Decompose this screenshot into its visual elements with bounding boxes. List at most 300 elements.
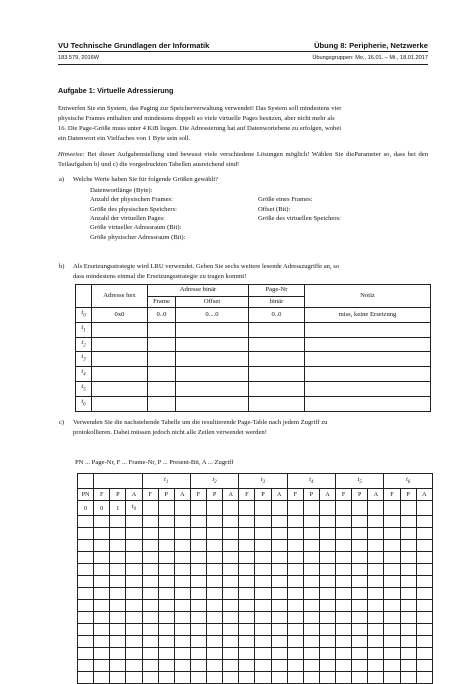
empty-cell <box>384 501 400 516</box>
time-cell <box>76 352 92 367</box>
frame-cell <box>148 337 176 352</box>
note-cell <box>305 367 431 382</box>
empty-cell <box>78 576 94 588</box>
empty-cell <box>126 564 142 576</box>
empty-cell <box>384 588 400 600</box>
empty-cell <box>190 600 206 612</box>
column-header: F <box>239 489 255 501</box>
empty-cell <box>142 501 158 516</box>
empty-cell <box>271 564 287 576</box>
page-cell <box>249 396 305 411</box>
table-row <box>78 624 433 636</box>
empty-cell <box>110 564 126 576</box>
empty-cell <box>303 552 319 564</box>
lru-access-table <box>75 284 431 412</box>
empty-cell <box>271 672 287 684</box>
part-a-marker: a) <box>59 176 65 183</box>
empty-cell <box>94 612 110 624</box>
empty-cell <box>126 552 142 564</box>
note-cell <box>305 337 431 352</box>
empty-cell <box>336 612 352 624</box>
empty-cell <box>190 516 206 528</box>
empty-cell <box>239 600 255 612</box>
table-row <box>78 612 433 624</box>
hint-text: Bei dieser Aufgabenstellung sind bewusst viele verschiedene Lösungen möglich! Wählen Sie dieParameter so, dass bei den Teilaufgaben b) und c) die vorgedruckten Tabellen ausreichend sind! <box>58 151 428 168</box>
empty-cell <box>271 516 287 528</box>
offset-cell: 0....0 <box>176 308 249 323</box>
empty-cell <box>158 516 174 528</box>
empty-cell <box>400 624 416 636</box>
empty-cell <box>190 576 206 588</box>
empty-cell <box>287 564 303 576</box>
empty-cell <box>287 516 303 528</box>
empty-cell <box>400 552 416 564</box>
hex-header: Adresse hex <box>92 285 148 308</box>
offset-cell <box>176 367 249 382</box>
empty-cell <box>271 660 287 672</box>
empty-cell <box>352 672 368 684</box>
task-title: Aufgabe 1: Virtuelle Adressierung <box>58 86 174 95</box>
empty-cell <box>336 672 352 684</box>
empty-cell <box>223 564 239 576</box>
empty-cell <box>287 588 303 600</box>
part-c-question <box>59 418 428 438</box>
empty-cell <box>239 672 255 684</box>
empty-cell <box>174 624 190 636</box>
empty-cell <box>158 552 174 564</box>
empty-cell <box>190 501 206 516</box>
empty-cell <box>271 576 287 588</box>
answer-field-label: Größe virtueller Adressraum (Bit): <box>90 224 182 232</box>
intro-line: physische Frames enthalten und mindestens doppelt so viele virtuelle Pages besitzen, aber nicht mehr als <box>58 114 335 122</box>
answer-field-label: Größe des physischen Speichers: <box>90 205 177 213</box>
intro-line: ein Datenwort ein Vielfaches von 1 Byte sein soll. <box>58 134 191 142</box>
empty-cell <box>271 528 287 540</box>
table-row <box>78 540 433 552</box>
empty-cell <box>303 564 319 576</box>
empty-cell <box>319 636 335 648</box>
page-cell <box>249 337 305 352</box>
empty-cell <box>223 636 239 648</box>
empty-cell <box>174 612 190 624</box>
time-group-header <box>190 474 238 489</box>
time-label: $t_6$ <box>406 476 411 486</box>
empty-cell <box>416 648 432 660</box>
empty-cell <box>255 501 271 516</box>
empty-cell <box>223 540 239 552</box>
empty-cell <box>400 501 416 516</box>
part-c-line: Verwenden Sie die nachstehende Tabelle um die resultierende Page-Table nach jedem Zugriff zu <box>73 419 328 426</box>
table-row <box>78 660 433 672</box>
empty-cell <box>303 660 319 672</box>
empty-cell <box>239 528 255 540</box>
empty-cell <box>271 540 287 552</box>
page-cell <box>249 352 305 367</box>
empty-cell <box>368 576 384 588</box>
empty-cell <box>158 576 174 588</box>
empty-cell <box>336 588 352 600</box>
empty-cell <box>368 636 384 648</box>
empty-cell <box>207 636 223 648</box>
page-nr-header: Page-Nr <box>249 285 305 297</box>
empty-cell <box>368 501 384 516</box>
empty-cell <box>126 648 142 660</box>
empty-cell <box>352 501 368 516</box>
empty-cell <box>142 660 158 672</box>
frame-cell <box>148 382 176 397</box>
time-label: $t_6$ <box>81 397 86 408</box>
empty-cell <box>303 528 319 540</box>
column-header: A <box>319 489 335 501</box>
column-header: A <box>174 489 190 501</box>
empty-cell <box>255 528 271 540</box>
table-row <box>76 352 431 367</box>
empty-cell <box>190 624 206 636</box>
empty-cell <box>142 540 158 552</box>
time-cell <box>76 367 92 382</box>
empty-cell <box>352 552 368 564</box>
empty-cell <box>255 600 271 612</box>
empty-cell <box>319 600 335 612</box>
empty-cell <box>78 624 94 636</box>
empty-cell <box>223 516 239 528</box>
table-row <box>76 367 431 382</box>
binary-address-header: Adresse binär <box>148 285 249 297</box>
column-header-row <box>78 489 433 501</box>
empty-cell <box>126 600 142 612</box>
empty-cell <box>239 588 255 600</box>
time-cell <box>76 337 92 352</box>
access-cell <box>126 501 142 516</box>
empty-cell <box>368 516 384 528</box>
empty-cell <box>94 636 110 648</box>
empty-cell <box>400 528 416 540</box>
column-header: P <box>400 489 416 501</box>
empty-cell <box>174 600 190 612</box>
empty-cell <box>174 540 190 552</box>
empty-cell <box>223 600 239 612</box>
empty-cell <box>271 588 287 600</box>
empty-cell <box>207 588 223 600</box>
empty-cell <box>319 540 335 552</box>
empty-cell <box>384 636 400 648</box>
empty-cell <box>287 552 303 564</box>
empty-cell <box>255 672 271 684</box>
time-group-header <box>336 474 384 489</box>
empty-cell <box>303 612 319 624</box>
time-label: $t_5$ <box>357 476 362 486</box>
empty-cell <box>336 660 352 672</box>
column-header: P <box>110 489 126 501</box>
column-header: A <box>368 489 384 501</box>
empty-cell <box>400 648 416 660</box>
frame-cell: 0..0 <box>148 308 176 323</box>
empty-cell <box>352 528 368 540</box>
empty-cell <box>110 540 126 552</box>
empty-cell <box>255 660 271 672</box>
table-row <box>76 382 431 397</box>
empty-cell <box>255 612 271 624</box>
column-header: A <box>223 489 239 501</box>
header-sub-row <box>58 55 428 61</box>
empty-cell <box>207 648 223 660</box>
page-cell <box>249 322 305 337</box>
empty-cell <box>78 564 94 576</box>
empty-cell <box>303 648 319 660</box>
empty-cell <box>287 612 303 624</box>
time-label: $t_3$ <box>260 476 265 486</box>
time-label: $t_3$ <box>81 353 86 363</box>
time-group-header <box>287 474 335 489</box>
empty-cell <box>271 636 287 648</box>
hex-cell <box>92 337 148 352</box>
empty-cell <box>142 552 158 564</box>
empty-cell <box>319 612 335 624</box>
empty-cell <box>400 660 416 672</box>
empty-cell <box>126 636 142 648</box>
column-header: A <box>271 489 287 501</box>
offset-cell <box>176 382 249 397</box>
empty-cell <box>368 600 384 612</box>
empty-cell <box>287 528 303 540</box>
empty-cell <box>416 564 432 576</box>
empty-cell <box>174 552 190 564</box>
table-row <box>78 528 433 540</box>
time-label: $t_1$ <box>164 476 169 486</box>
note-cell <box>305 396 431 411</box>
table-row <box>76 308 431 323</box>
empty-cell <box>239 564 255 576</box>
empty-cell <box>190 648 206 660</box>
empty-cell <box>126 672 142 684</box>
empty-cell <box>94 528 110 540</box>
time-cell <box>76 308 92 323</box>
empty-cell <box>239 516 255 528</box>
empty-cell <box>336 540 352 552</box>
time-label: $t_4$ <box>81 368 86 378</box>
empty-cell <box>352 636 368 648</box>
empty-cell <box>352 600 368 612</box>
empty-cell <box>287 624 303 636</box>
pn-header: PN <box>78 489 94 501</box>
empty-cell <box>190 588 206 600</box>
empty-cell <box>416 540 432 552</box>
time-label: $t_5$ <box>81 383 86 393</box>
empty-cell <box>110 600 126 612</box>
empty-cell <box>78 612 94 624</box>
empty-cell <box>190 528 206 540</box>
note-cell <box>305 382 431 397</box>
empty-cell <box>78 516 94 528</box>
task-intro <box>58 104 428 144</box>
empty-cell <box>174 564 190 576</box>
empty-cell <box>384 540 400 552</box>
empty-cell <box>255 636 271 648</box>
empty-cell <box>239 540 255 552</box>
empty-cell <box>239 660 255 672</box>
empty-cell <box>416 612 432 624</box>
empty-cell <box>78 588 94 600</box>
empty-cell <box>303 588 319 600</box>
empty-cell <box>174 672 190 684</box>
part-c-marker: c) <box>59 419 65 426</box>
table-row <box>78 552 433 564</box>
empty-cell <box>94 588 110 600</box>
time-header-cell <box>76 285 92 308</box>
empty-cell <box>239 648 255 660</box>
part-c-text <box>73 418 428 438</box>
part-b-question <box>59 262 428 282</box>
empty-cell <box>78 660 94 672</box>
empty-cell <box>174 660 190 672</box>
empty-cell <box>336 552 352 564</box>
empty-cell <box>94 540 110 552</box>
answer-field-label: Anzahl der virtuellen Pages: <box>90 214 165 222</box>
empty-cell <box>207 624 223 636</box>
empty-cell <box>239 552 255 564</box>
empty-cell <box>319 672 335 684</box>
table-row <box>76 396 431 411</box>
empty-cell <box>94 660 110 672</box>
answer-field-label: Größe eines Frames: <box>258 196 313 204</box>
answer-field-label: Anzahl der physischen Frames: <box>90 196 173 204</box>
hex-cell <box>92 382 148 397</box>
empty-cell <box>287 576 303 588</box>
empty-cell <box>336 564 352 576</box>
column-header: P <box>255 489 271 501</box>
empty-cell <box>352 540 368 552</box>
column-header: A <box>416 489 432 501</box>
table-row <box>76 337 431 352</box>
hex-cell <box>92 367 148 382</box>
empty-cell <box>158 528 174 540</box>
empty-cell <box>384 528 400 540</box>
part-a-text: Welche Werte haben Sie für folgende Größen gewählt? <box>73 176 219 183</box>
empty-cell <box>207 516 223 528</box>
empty-cell <box>94 564 110 576</box>
empty-cell <box>94 516 110 528</box>
empty-cell <box>416 660 432 672</box>
empty-cell <box>207 576 223 588</box>
empty-cell <box>158 600 174 612</box>
empty-cell <box>223 576 239 588</box>
empty-cell <box>223 648 239 660</box>
time-label: $t_4$ <box>309 476 314 486</box>
column-header: F <box>94 489 110 501</box>
empty-cell <box>142 672 158 684</box>
offset-cell <box>176 396 249 411</box>
empty-cell <box>223 588 239 600</box>
empty-cell <box>174 576 190 588</box>
table-row <box>78 516 433 528</box>
empty-cell <box>416 600 432 612</box>
table-row <box>78 600 433 612</box>
offset-cell <box>176 337 249 352</box>
empty-cell <box>158 660 174 672</box>
time-cell <box>76 322 92 337</box>
empty-cell <box>110 528 126 540</box>
note-header: Notiz <box>305 285 431 308</box>
empty-cell <box>174 588 190 600</box>
empty-cell <box>207 540 223 552</box>
pn-cell: 0 <box>78 501 94 516</box>
note-cell <box>305 322 431 337</box>
frame-cell <box>148 367 176 382</box>
empty-cell <box>174 501 190 516</box>
column-header: P <box>158 489 174 501</box>
time-cell <box>76 382 92 397</box>
intro-line: Entwerfen Sie ein System, das Paging zur Speicherverwaltung verwendet! Das System soll mindestens vier <box>58 105 342 112</box>
column-header: F <box>384 489 400 501</box>
empty-cell <box>94 624 110 636</box>
part-b-line: dass mindestens einmal die Ersetzungsstrategie zu tragen kommt! <box>73 272 247 280</box>
part-c-line: protokollieren. Dabei müssen jedoch nicht alle Zeilen verwendet werden! <box>73 428 267 436</box>
column-header: F <box>142 489 158 501</box>
empty-cell <box>352 624 368 636</box>
empty-cell <box>400 612 416 624</box>
empty-cell <box>384 612 400 624</box>
frame-cell <box>148 322 176 337</box>
empty-cell <box>110 552 126 564</box>
column-header: P <box>303 489 319 501</box>
empty-cell <box>384 672 400 684</box>
empty-cell <box>190 660 206 672</box>
empty-cell <box>319 624 335 636</box>
empty-cell <box>239 624 255 636</box>
time-label: $t_2$ <box>212 476 217 486</box>
empty-cell <box>126 528 142 540</box>
empty-cell <box>158 648 174 660</box>
empty-cell <box>142 588 158 600</box>
empty-cell <box>142 612 158 624</box>
empty-cell <box>352 612 368 624</box>
empty-cell <box>223 528 239 540</box>
empty-cell <box>336 576 352 588</box>
offset-cell <box>176 352 249 367</box>
empty-cell <box>110 636 126 648</box>
hex-cell <box>92 396 148 411</box>
empty-cell <box>336 516 352 528</box>
empty-cell <box>416 636 432 648</box>
empty-cell <box>271 501 287 516</box>
empty-cell <box>303 624 319 636</box>
empty-cell <box>400 636 416 648</box>
column-header: P <box>207 489 223 501</box>
empty-cell <box>368 660 384 672</box>
table-row <box>78 576 433 588</box>
empty-cell <box>126 576 142 588</box>
empty-cell <box>158 624 174 636</box>
empty-cell <box>319 588 335 600</box>
page-cell: 0..0 <box>249 308 305 323</box>
empty-cell <box>239 576 255 588</box>
note-cell: miss, keine Ersetzung <box>305 308 431 323</box>
empty-cell <box>190 540 206 552</box>
empty-cell <box>158 672 174 684</box>
empty-cell <box>142 528 158 540</box>
empty-cell <box>319 528 335 540</box>
empty-cell <box>174 648 190 660</box>
header-top-row <box>58 41 428 50</box>
part-b-text <box>73 262 428 282</box>
empty-cell <box>352 564 368 576</box>
empty-cell <box>110 672 126 684</box>
frame-cell: 0 <box>94 501 110 516</box>
empty-cell <box>207 600 223 612</box>
hex-cell: 0x0 <box>92 308 148 323</box>
empty-cell <box>110 516 126 528</box>
empty-cell <box>368 648 384 660</box>
